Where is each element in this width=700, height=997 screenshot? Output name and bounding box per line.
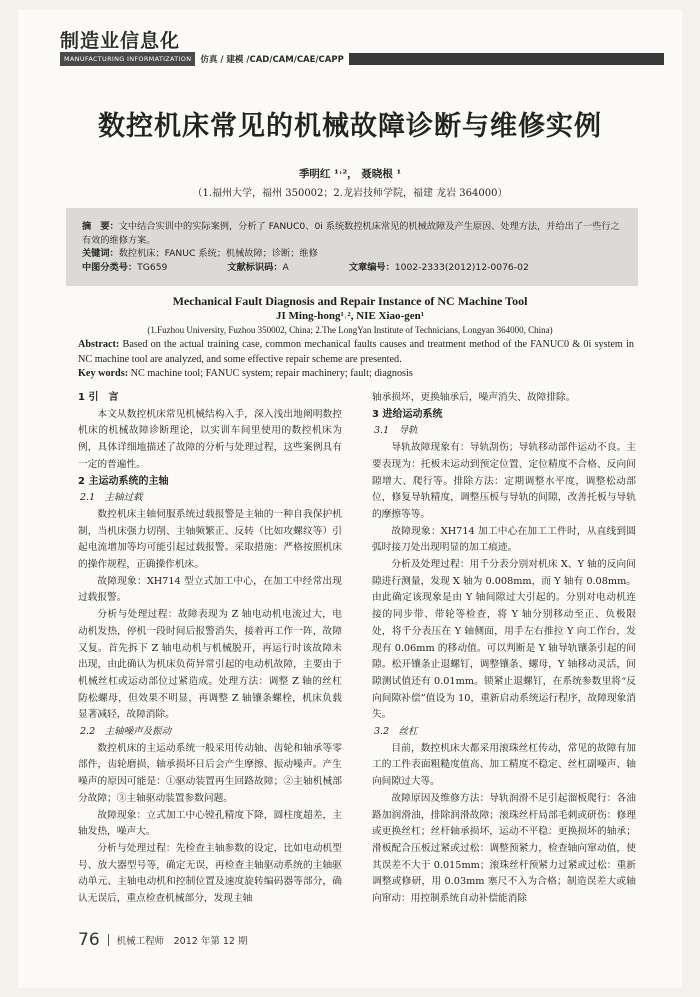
abstract-cn xyxy=(82,220,624,247)
body-paragraph: 数控机床的主运动系统一般采用传动轴、齿轮和轴承等零部件，齿轮磨损，轴承损坏日后会产生摩擦、振动噪声。产生噪声的原因可能是：①驱动装置再生回路故障；②主轴机械部分故障；③主轴驱动装置参数问题。 xyxy=(78,742,342,804)
subsection-heading: 3.1 导轨 xyxy=(374,425,418,437)
subsection-heading: 3.2 丝杠 xyxy=(374,726,418,738)
page-number: 76 xyxy=(78,930,100,950)
section-heading: 3 进给运动系统 xyxy=(372,408,443,420)
magazine-en-label: MANUFACTURING INFORMATIZATION xyxy=(60,52,195,66)
header-rule xyxy=(349,53,664,65)
subsection-heading: 2.2 主轴噪声及振动 xyxy=(80,726,172,738)
article-title: 数控机床常见的机械故障诊断与维修实例 xyxy=(98,111,602,142)
abstract-text: 文中结合实训中的实际案例，分析了 FANUC0、0i 系统数控机床常见的机械故障及产生原因、处理方法，并给出了一些行之有效的维修方案。 xyxy=(82,221,620,246)
body-paragraph: 分析及处理过程：用千分表分别对机床 X、Y 轴的反向间隙进行测量，发现 X 轴为 0.008mm，而 Y 轴有 0.08mm。由此确定该现象是由 Y 轴间隙过大引起的。分别对电动机连接的同步带、带轮等检查，将 Y 轴分别移动至正、负极限处，将千分表压在 Y 轴侧面，用手左右推拉 Y 向工作台，发现有 0.06mm 的移动值。可以判断是 Y 轴导轨镶条引起的间隙。松开镶条止退螺钉，调整镶条、螺母，Y 轴移动灵活，间隙测试值还有 0.01mm。锁紧止退螺钉，在系统参数里将“反向间隙补偿”值设为 10，重新启动系统运行程序，故障现象消失。 xyxy=(372,559,636,721)
body-column-right xyxy=(372,390,636,908)
body-paragraph: 轴承损坏，更换轴承后，噪声消失、故障排除。 xyxy=(372,392,576,403)
document-code: 文献标识码：A xyxy=(227,261,289,273)
keywords-text: 数控机床；FANUC 系统；机械故障；诊断；维修 xyxy=(118,248,318,259)
abstract-box-cn xyxy=(66,208,638,286)
body-paragraph: 数控机床主轴伺服系统过载报警是主轴的一种自我保护机制，当机床强力切削、主轴频繁正、反转（比如攻螺纹等）引起电流增加等均可能引起过载报警。采取措施：严格按照机床的操作规程，正确操作机床。 xyxy=(78,508,342,571)
journal-issue: 机械工程师 2012 年第 12 期 xyxy=(116,936,248,947)
section-bar xyxy=(60,52,664,66)
body-paragraph: 故障现象：XH714 型立式加工中心，在加工中经常出现过载报警。 xyxy=(78,575,342,604)
page-footer xyxy=(78,930,247,950)
section-heading: 2 主运动系统的主轴 xyxy=(78,475,169,487)
english-keywords: Key words: NC machine tool; FANUC system; repair machinery; fault; diagnosis xyxy=(78,368,413,379)
section-heading: 1 引 言 xyxy=(78,392,119,403)
body-column-left xyxy=(78,390,342,908)
classification-line xyxy=(82,261,624,275)
subsection-heading: 2.1 主轴过载 xyxy=(80,492,143,504)
english-abstract-para: Abstract: Based on the actual training case, common mechanical faults causes and treatment method of the FANUC0 & 0i system in NC machine tool are analyzed, and some effective repair scheme are presented. xyxy=(78,339,634,365)
body-paragraph: 目前，数控机床大都采用滚珠丝杠传动，常见的故障有加工的工件表面粗糙度值高、加工精度不稳定、丝杠副噪声、轴向间隙过大等。 xyxy=(372,742,636,788)
abstract-label: 摘 要： xyxy=(82,221,119,232)
magazine-title: 制造业信息化 xyxy=(60,30,181,52)
body-paragraph: 故障现象：XH714 加工中心在加工工件时，从直线到圆弧时接刀处出现明显的加工痕迹。 xyxy=(372,525,636,554)
article-affiliations: （1.福州大学，福州 350002；2.龙岩技师学院，福建 龙岩 364000） xyxy=(192,188,508,199)
body-paragraph: 本文从数控机床常见机械结构入手，深入浅出地阐明数控机床的机械故障诊断理论，以实训车间里使用的数控机床为例，具体详细地描述了故障的分析与处理过程，这些案例具有一定的普遍性。 xyxy=(78,408,342,470)
body-paragraph: 导轨故障现象有：导轨刮伤；导轨移动部件运动不良。主要表现为：托板未运动到预定位置、定位精度不合格、反向间隙增大、爬行等。排除方法：定期调整水平度，调整松动部位，修复导轨精度，调整压板与导轨的间隙，改善托板与导轨的摩擦等等。 xyxy=(372,442,636,520)
english-title: Mechanical Fault Diagnosis and Repair Instance of NC Machine Tool xyxy=(172,294,528,308)
keywords-cn xyxy=(82,247,624,261)
clc-code: 中图分类号：TG659 xyxy=(82,261,168,273)
body-paragraph: 故障现象：立式加工中心镗孔精度下降，圆柱度超差，主轴发热，噪声大。 xyxy=(78,809,342,838)
article-authors: 季明红 ¹˒²， 聂晓根 ¹ xyxy=(298,168,402,180)
english-authors: JI Ming-hong¹˒², NIE Xiao-gen¹ xyxy=(275,310,425,322)
body-paragraph: 分析与处理过程：先检查主轴参数的设定，比如电动机型号、放大器型号等，确定无误，再检查主轴驱动系统的主轴驱动单元、主轴电动机和控制位置及速度旋转编码器等部分，确认无误后，重点检查机械部分，发现主轴 xyxy=(78,842,342,905)
keywords-label: 关键词： xyxy=(82,248,119,259)
section-label: 仿真 / 建模 /CAD/CAM/CAE/CAPP xyxy=(200,55,344,65)
body-paragraph: 故障原因及维修方法：导轨润滑不足引起溜板爬行：各油路加润滑油，排除润滑故障；滚珠丝杆局部毛刺或研伤：修理或更换丝杠；丝杆轴承损坏，运动不平稳：更换损坏的轴承；滑板配合压板过紧或过松：调整预紧力，检查轴向窜动值，使其误差不大于 0.015mm；滚珠丝杆预紧力过紧或过松：重新调整或修研，用 0.03mm 塞尺不入为合格；制造误差大或轴向窜动：用控制系统自动补偿能消除 xyxy=(372,792,636,905)
english-affiliations: (1.Fuzhou University, Fuzhou 350002, China; 2.The LongYan Institute of Technicians, Longyan 364000, China) xyxy=(147,325,553,335)
article-number: 文章编号：1002-2333(2012)12-0076-02 xyxy=(348,261,529,273)
english-abstract xyxy=(78,338,634,382)
body-paragraph: 分析与处理过程：故障表现为 Z 轴电动机电流过大，电动机发热，停机一段时间后报警消失，接着再工作一阵，故障又复。首先拆下 Z 轴电动机与机械脱开，再运行时该故障未出现，由此确认为机床负荷异常引起的电动机故障，主要由于机械丝杠或运动部位过紧造成。处理方法：调整 Z 轴的丝杠防松螺母，但效果不明显，再调整 Z 轴镶条螺栓，机床负载显著减轻，故障消除。 xyxy=(78,609,342,721)
footer-divider xyxy=(108,934,109,946)
